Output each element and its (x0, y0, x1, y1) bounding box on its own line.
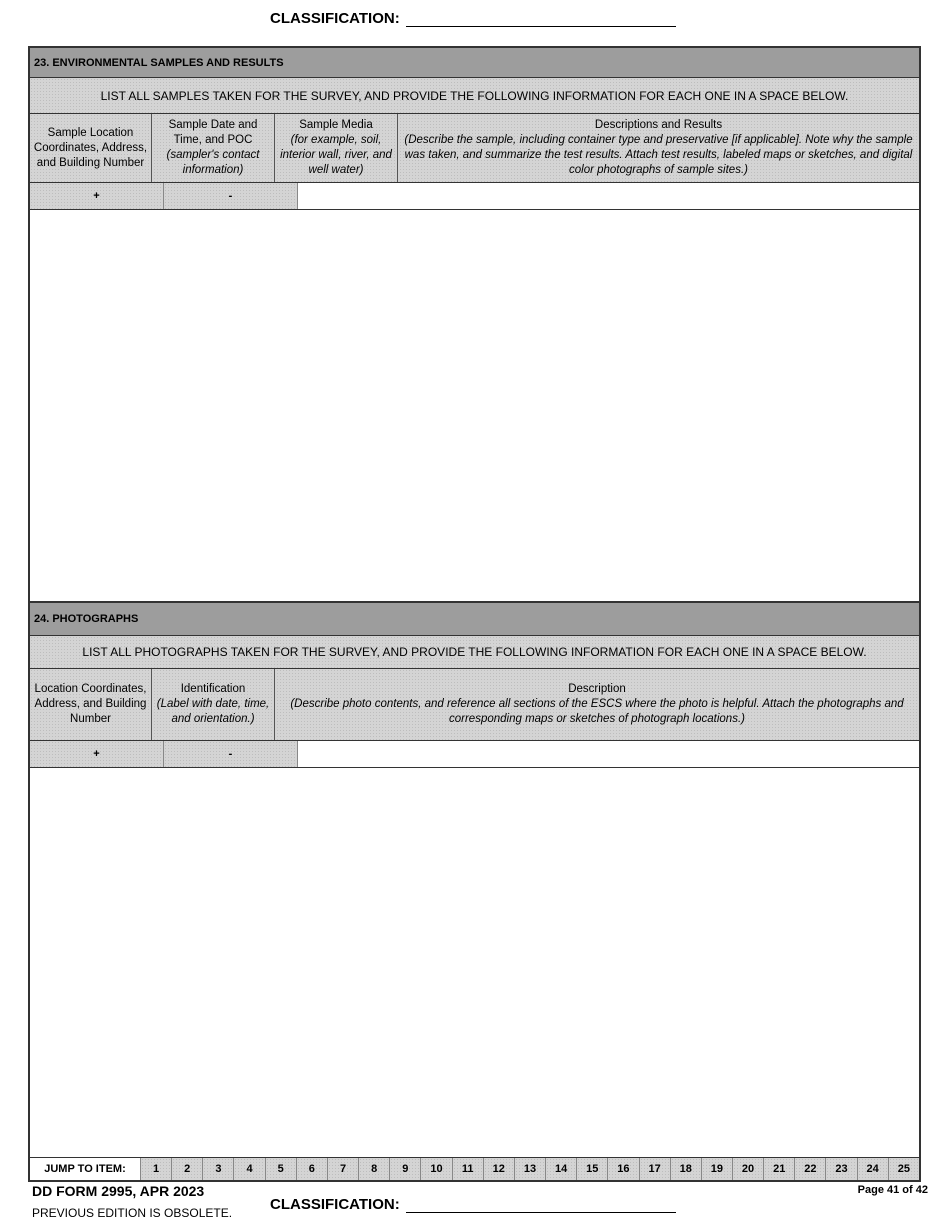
column-sample-date: Sample Date and Time, and POC (sampler's contact information) (152, 114, 275, 182)
jump-item-button[interactable]: 3 (203, 1158, 234, 1180)
section-23-title: 23. ENVIRONMENTAL SAMPLES AND RESULTS (34, 56, 284, 69)
jump-item-button[interactable]: 12 (484, 1158, 515, 1180)
jump-item-button[interactable]: 11 (453, 1158, 484, 1180)
jump-item-button[interactable]: 5 (266, 1158, 297, 1180)
column-photo-identification: Identification (Label with date, time, and orientation.) (152, 669, 275, 740)
section-24-instruction (30, 636, 919, 669)
section-24-instruction-text: LIST ALL PHOTOGRAPHS TAKEN FOR THE SURVEY, AND PROVIDE THE FOLLOWING INFORMATION FOR EACH ONE IN A SPACE BELOW. (82, 645, 867, 659)
jump-to-item-bar (30, 1157, 919, 1180)
classification-label: CLASSIFICATION: (270, 1196, 400, 1213)
top-classification (270, 10, 676, 27)
jump-item-button[interactable]: 10 (421, 1158, 452, 1180)
section-23-row-controls (30, 183, 919, 210)
section-24-row-controls (30, 741, 919, 768)
add-photo-button[interactable]: + (30, 741, 164, 767)
section-24-title: 24. PHOTOGRAPHS (34, 613, 139, 625)
jump-item-button[interactable]: 21 (764, 1158, 795, 1180)
classification-field[interactable] (406, 1198, 676, 1213)
jump-item-button[interactable]: 13 (515, 1158, 546, 1180)
form-body (28, 46, 921, 1182)
jump-label: JUMP TO ITEM: (30, 1158, 141, 1180)
column-photo-description: Description (Describe photo contents, and reference all sections of the ESCS where the photo is helpful. Attach the photographs and corresponding maps or sketches of photograph locations.) (290, 683, 904, 725)
page-number: Page 41 of 42 (857, 1184, 928, 1196)
section-23-instruction (30, 78, 919, 114)
jump-item-button[interactable]: 6 (297, 1158, 328, 1180)
remove-sample-button[interactable]: - (164, 183, 298, 209)
jump-item-button[interactable]: 16 (608, 1158, 639, 1180)
form-id: DD FORM 2995, APR 2023 (32, 1183, 205, 1199)
section-23-header (30, 48, 919, 78)
section-23-entry-area[interactable] (30, 210, 919, 603)
section-24-header (30, 603, 919, 636)
column-sample-media: Sample Media (for example, soil, interior wall, river, and well water) (275, 114, 398, 182)
jump-item-button[interactable]: 14 (546, 1158, 577, 1180)
section-23-instruction-text: LIST ALL SAMPLES TAKEN FOR THE SURVEY, AND PROVIDE THE FOLLOWING INFORMATION FOR EACH ONE IN A SPACE BELOW. (100, 88, 849, 103)
jump-item-button[interactable]: 22 (795, 1158, 826, 1180)
jump-item-button[interactable]: 4 (234, 1158, 265, 1180)
remove-photo-button[interactable]: - (164, 741, 298, 767)
add-sample-button[interactable]: + (30, 183, 164, 209)
jump-item-button[interactable]: 1 (141, 1158, 172, 1180)
section-23-column-headers (30, 114, 919, 183)
classification-field[interactable] (406, 12, 676, 27)
jump-item-button[interactable]: 2 (172, 1158, 203, 1180)
jump-item-button[interactable]: 9 (390, 1158, 421, 1180)
jump-item-button[interactable]: 8 (359, 1158, 390, 1180)
section-24-entry-area[interactable] (30, 768, 919, 1158)
previous-edition-note: PREVIOUS EDITION IS OBSOLETE. (32, 1206, 233, 1220)
column-sample-location: Sample Location Coordinates, Address, and Building Number (30, 114, 152, 182)
jump-item-button[interactable]: 15 (577, 1158, 608, 1180)
jump-item-button[interactable]: 19 (702, 1158, 733, 1180)
section-24-column-headers (30, 669, 919, 741)
jump-item-button[interactable]: 24 (858, 1158, 889, 1180)
jump-item-button[interactable]: 20 (733, 1158, 764, 1180)
jump-item-button[interactable]: 17 (640, 1158, 671, 1180)
jump-item-button[interactable]: 18 (671, 1158, 702, 1180)
jump-item-button[interactable]: 23 (826, 1158, 857, 1180)
classification-label: CLASSIFICATION: (270, 10, 400, 27)
jump-item-button[interactable]: 7 (328, 1158, 359, 1180)
column-photo-location: Location Coordinates, Address, and Building Number (30, 669, 152, 740)
column-descriptions-results: Descriptions and Results (Describe the sample, including container type and preservative [if applicable]. Note why the sample was taken, and summarize the test results. Attach test results, labeled maps or sketches, and digital color photographs of sample sites.) (404, 119, 913, 176)
jump-item-button[interactable]: 25 (889, 1158, 919, 1180)
bottom-classification (270, 1196, 676, 1213)
